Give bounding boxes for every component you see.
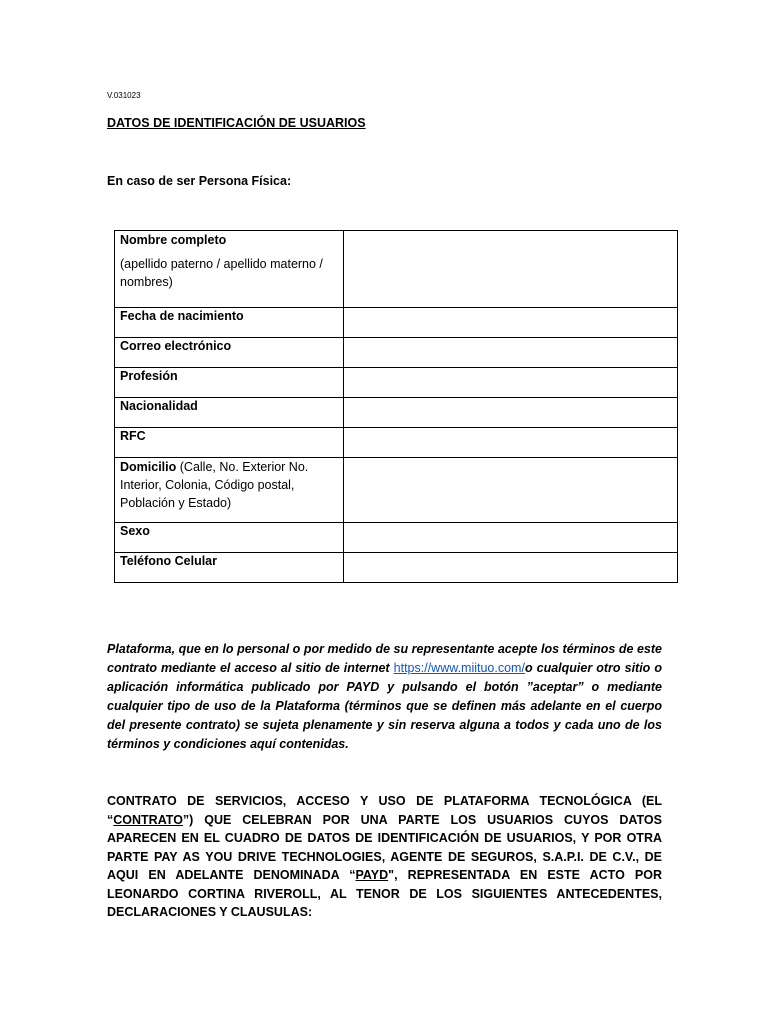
acceptance-text-start: Plataforma, que en lo personal o por medido de su representante acepte los términos de este contrato mediante el acceso al sitio de internet — [107, 642, 662, 675]
field-note-full-name: (apellido paterno / apellido materno / nombres) — [120, 257, 323, 289]
defined-term-contrato: CONTRATO — [113, 812, 183, 827]
contract-text-part2: ”) QUE CELEBRAN POR UNA PARTE LOS USUARIOS CUYOS DATOS APARECEN EN EL CUADRO DE DATOS DE IDENTIFICACIÓN DE USUARIOS, Y POR OTRA PARTE PAY AS YOU DRIVE TECHNOLOGIES, AGENTE DE SEGUROS, S.A.P.I. DE C.V., DE AQUI EN ADELANTE DENOMINADA “ — [107, 812, 662, 882]
table-row — [115, 398, 678, 428]
page-title: DATOS DE IDENTIFICACIÓN DE USUARIOS — [107, 116, 366, 130]
field-label-profession: Profesión — [115, 368, 344, 398]
field-label-rfc: RFC — [115, 428, 344, 458]
table-row — [115, 338, 678, 368]
mobile-phone-field[interactable] — [343, 553, 677, 583]
address-field[interactable] — [343, 458, 677, 523]
table-row — [115, 308, 678, 338]
field-label-sex: Sexo — [115, 523, 344, 553]
profession-field[interactable] — [343, 368, 677, 398]
field-label-nationality: Nacionalidad — [115, 398, 344, 428]
contract-text-part1: CONTRATO DE SERVICIOS, ACCESO Y USO DE PLATAFORMA TECNOLÓGICA (EL “ — [107, 794, 662, 827]
miituo-website-link[interactable]: https://www.miituo.com/ — [393, 661, 525, 675]
nationality-field[interactable] — [343, 398, 677, 428]
field-label-full-name: Nombre completo — [120, 233, 227, 247]
email-field[interactable] — [343, 338, 677, 368]
full-name-field[interactable] — [343, 231, 677, 308]
table-row — [115, 428, 678, 458]
version-code: V.031023 — [107, 91, 141, 100]
table-row — [115, 458, 678, 523]
birth-date-field[interactable] — [343, 308, 677, 338]
defined-term-payd: PAYD — [355, 868, 389, 882]
rfc-field[interactable] — [343, 428, 677, 458]
acceptance-paragraph — [107, 640, 662, 754]
table-row — [115, 368, 678, 398]
field-label-email: Correo electrónico — [115, 338, 344, 368]
sex-field[interactable] — [343, 523, 677, 553]
contract-text-part3: ", REPRESENTADA EN ESTE ACTO POR LEONARDO CORTINA RIVEROLL, AL TENOR DE LOS SIGUIENTES ANTECEDENTES, DECLARACIONES Y CLAUSULAS: — [107, 868, 662, 919]
field-label-mobile-phone: Teléfono Celular — [115, 553, 344, 583]
contract-heading-paragraph — [107, 792, 662, 922]
row-label-cell — [115, 231, 344, 308]
table-row — [115, 553, 678, 583]
acceptance-text-end: o cualquier otro sitio o aplicación informática publicado por PAYD y pulsando el botón ”aceptar” o mediante cualquier tipo de uso de la Plataforma (términos que se definen más adelante en el cuerpo del presente contrato) se sujeta plenamente y sin reserva alguna a todos y cada uno de los términos y condiciones aquí contenidas. — [107, 661, 662, 751]
row-label-cell — [115, 458, 344, 523]
field-note-address: (Calle, No. Exterior No. Interior, Colonia, Código postal, Población y Estado) — [120, 460, 309, 510]
field-label-address: Domicilio — [120, 460, 177, 474]
table-row — [115, 523, 678, 553]
table-row — [115, 231, 678, 308]
field-label-birth-date: Fecha de nacimiento — [115, 308, 344, 338]
section-subtitle: En caso de ser Persona Física: — [107, 174, 292, 188]
user-identification-table — [114, 230, 678, 583]
